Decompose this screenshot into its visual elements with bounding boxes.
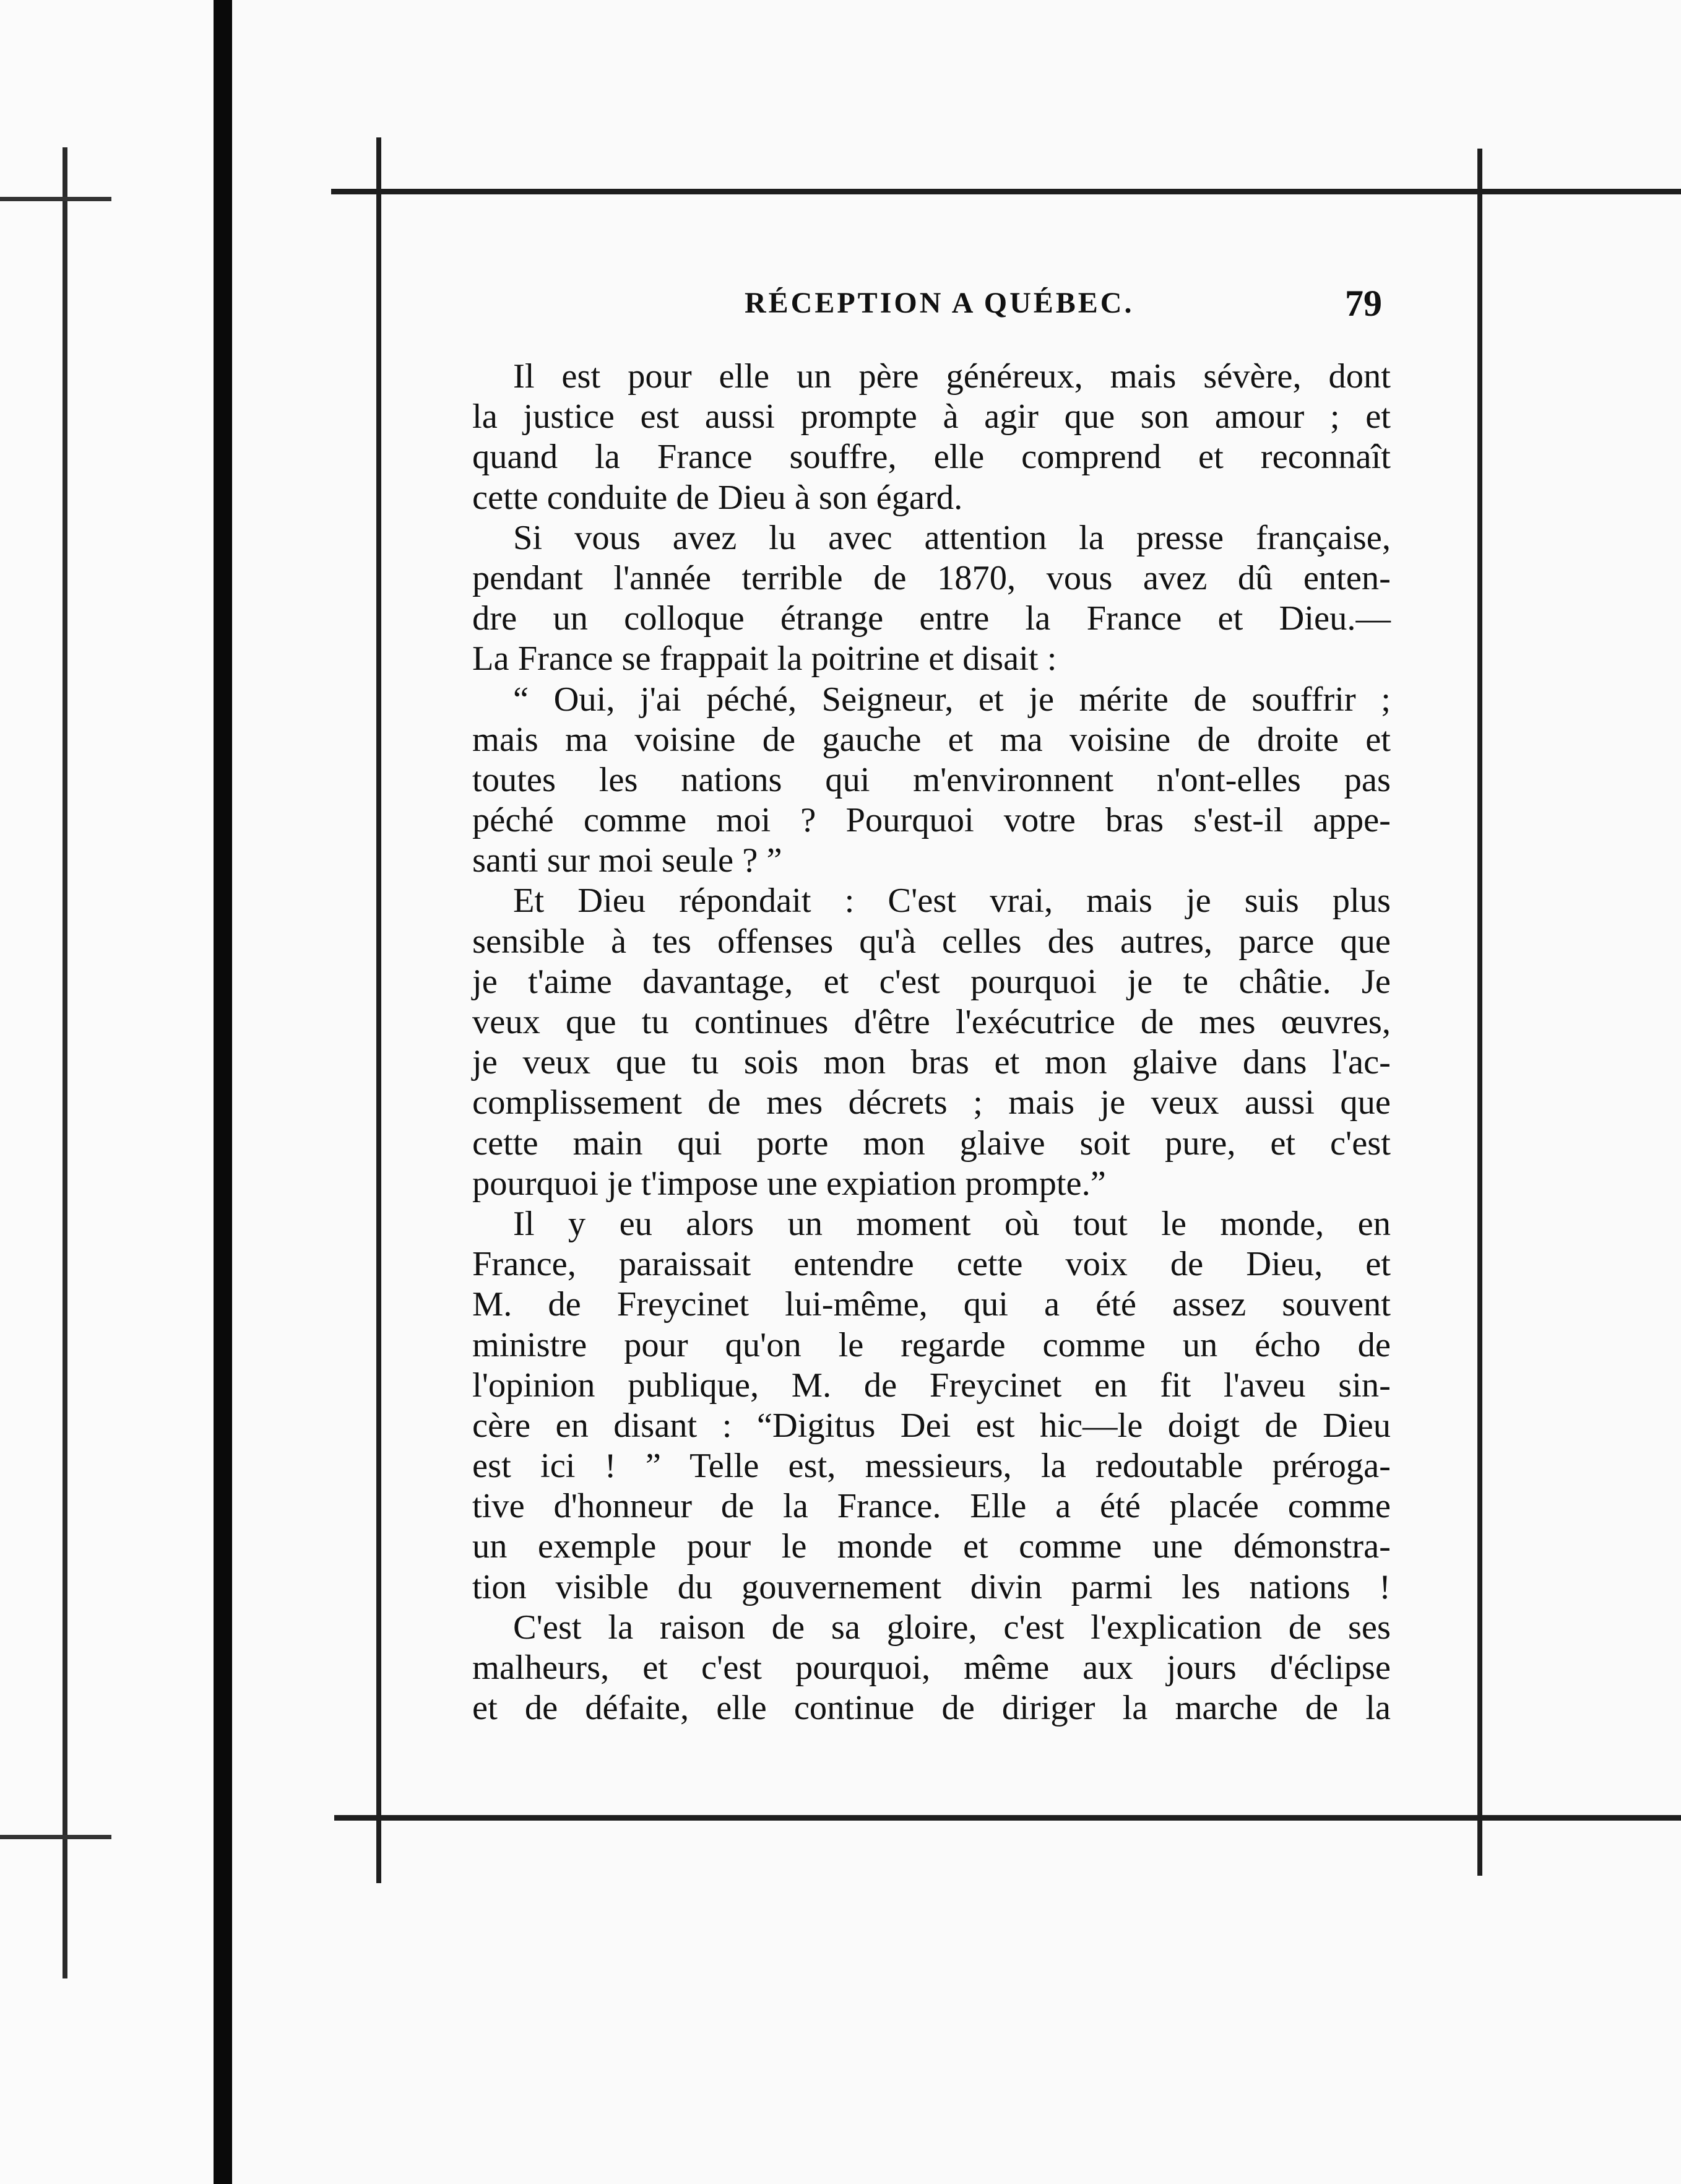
text-line: Et Dieu répondait : C'est vrai, mais je suis plus bbox=[513, 882, 1391, 921]
text-line: cette main qui porte mon glaive soit pure, et c'est bbox=[472, 1124, 1391, 1163]
running-head bbox=[478, 283, 1382, 329]
text-line: veux que tu continues d'être l'exécutrice de mes œuvres, bbox=[472, 1003, 1391, 1041]
text-line: ministre pour qu'on le regarde comme un écho de bbox=[472, 1325, 1391, 1364]
text-line: quand la France souffre, elle comprend et reconnaît bbox=[472, 438, 1391, 477]
running-title: RÉCEPTION A QUÉBEC. bbox=[745, 287, 1134, 319]
facing-page-bottom-rule bbox=[0, 1835, 111, 1839]
text-line: la justice est aussi prompte à agir que son amour ; et bbox=[472, 397, 1391, 436]
text-line: France, paraissait entendre cette voix de Dieu, et bbox=[472, 1245, 1391, 1284]
text-line: sensible à tes offenses qu'à celles des autres, parce que bbox=[472, 922, 1391, 961]
text-line: pourquoi je t'impose une expiation prompte.” bbox=[472, 1164, 1106, 1203]
text-line: et de défaite, elle continue de diriger la marche de la bbox=[472, 1689, 1391, 1728]
body-text bbox=[472, 357, 1391, 1737]
text-line: complissement de mes décrets ; mais je veux aussi que bbox=[472, 1083, 1391, 1122]
text-line: M. de Freycinet lui-même, qui a été assez souvent bbox=[472, 1285, 1391, 1324]
text-line: Il y eu alors un moment où tout le monde, en bbox=[513, 1204, 1391, 1243]
text-line: cette conduite de Dieu à son égard. bbox=[472, 478, 963, 517]
text-line: “ Oui, j'ai péché, Seigneur, et je mérite de souffrir ; bbox=[513, 680, 1391, 719]
facing-page-top-rule bbox=[0, 197, 111, 201]
text-line: La France se frappait la poitrine et disait : bbox=[472, 639, 1057, 678]
text-line: est ici ! ” Telle est, messieurs, la redoutable préroga- bbox=[472, 1447, 1391, 1486]
text-line: tion visible du gouvernement divin parmi les nations ! bbox=[472, 1567, 1391, 1606]
frame-right-rule bbox=[1477, 149, 1482, 1876]
facing-page-edge bbox=[0, 0, 214, 2184]
text-line: pendant l'année terrible de 1870, vous avez dû enten- bbox=[472, 558, 1391, 597]
text-line: cère en disant : “Digitus Dei est hic—le doigt de Dieu bbox=[472, 1406, 1391, 1445]
frame-left-rule bbox=[376, 137, 381, 1883]
facing-page-frame-line bbox=[63, 147, 67, 1978]
text-line: Il est pour elle un père généreux, mais sévère, dont bbox=[513, 357, 1391, 396]
text-line: Si vous avez lu avec attention la presse française, bbox=[513, 518, 1391, 557]
text-line: je veux que tu sois mon bras et mon glaive dans l'ac- bbox=[472, 1043, 1391, 1082]
text-line: mais ma voisine de gauche et ma voisine de droite et bbox=[472, 720, 1391, 759]
page-number: 79 bbox=[1345, 283, 1382, 324]
text-line: toutes les nations qui m'environnent n'ont-elles pas bbox=[472, 760, 1391, 799]
text-line: un exemple pour le monde et comme une démonstra- bbox=[472, 1527, 1391, 1566]
text-line: C'est la raison de sa gloire, c'est l'explication de ses bbox=[513, 1608, 1391, 1647]
text-line: santi sur moi seule ? ” bbox=[472, 841, 782, 880]
text-line: tive d'honneur de la France. Elle a été placée comme bbox=[472, 1487, 1391, 1526]
text-line: l'opinion publique, M. de Freycinet en fit l'aveu sin- bbox=[472, 1366, 1391, 1405]
book-gutter bbox=[214, 0, 232, 2184]
text-line: je t'aime davantage, et c'est pourquoi je te châtie. Je bbox=[472, 962, 1391, 1001]
text-line: dre un colloque étrange entre la France et Dieu.— bbox=[472, 599, 1391, 638]
text-line: malheurs, et c'est pourquoi, même aux jours d'éclipse bbox=[472, 1649, 1391, 1687]
text-line: péché comme moi ? Pourquoi votre bras s'est-il appe- bbox=[472, 801, 1391, 840]
